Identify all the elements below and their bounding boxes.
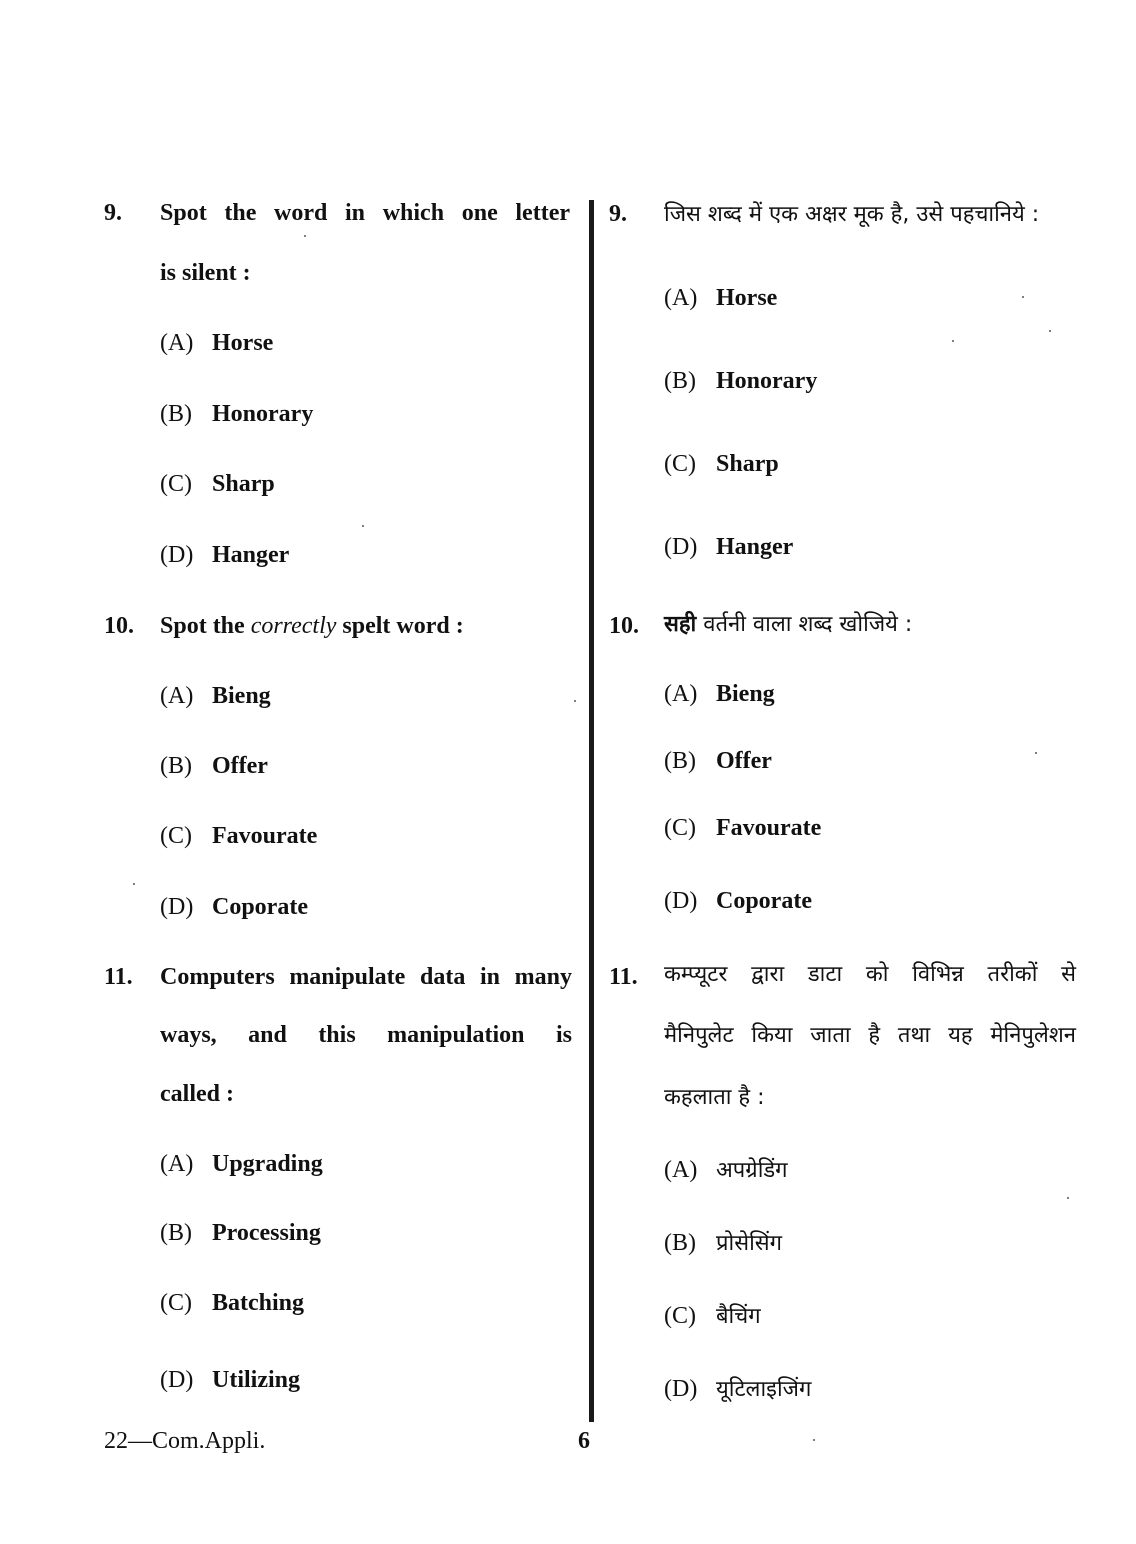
option-label: (C): [160, 823, 192, 849]
question-11-hi-text-line3: कहलाता है :: [664, 1085, 765, 1110]
column-divider: [589, 200, 594, 1422]
question-9-text-line1: Spot the word in which one letter: [160, 200, 570, 226]
q10-hi-option-a: [664, 679, 775, 709]
question-10-text: [160, 611, 464, 641]
question-11-text-line3: called :: [160, 1081, 234, 1107]
question-11-text-line2: ways, and this manipulation is: [160, 1022, 572, 1048]
q10-option-b: [160, 751, 268, 781]
q9-hi-option-b: [664, 366, 817, 396]
option-text: Hanger: [716, 534, 794, 560]
scan-speck: [1067, 1197, 1069, 1199]
question-11-hi-number: 11.: [609, 964, 638, 990]
option-label: (B): [160, 1220, 192, 1246]
q11-option-a: [160, 1149, 323, 1179]
question-10-hi-emphasis: सही: [664, 612, 697, 637]
option-label: (A): [160, 330, 194, 356]
question-9-text-line2: is silent :: [160, 260, 251, 286]
option-label: (B): [160, 753, 192, 779]
q11-option-d: [160, 1365, 300, 1395]
option-label: (C): [664, 815, 696, 841]
scan-speck: [813, 1439, 815, 1441]
option-text: Upgrading: [212, 1151, 323, 1177]
option-label: (C): [160, 471, 192, 497]
q9-option-c: [160, 469, 275, 499]
question-11-text-line1: Computers manipulate data in many: [160, 964, 572, 990]
option-label: (D): [664, 534, 698, 560]
option-label: (C): [664, 1303, 696, 1329]
question-11-hi-text-line2: मैनिपुलेट किया जाता है तथा यह मेनिपुलेशन: [664, 1023, 1076, 1048]
option-text: Offer: [716, 748, 772, 774]
option-label: (D): [664, 888, 698, 914]
q9-hi-option-c: [664, 449, 779, 479]
option-text: Horse: [212, 330, 274, 356]
question-10-text-emphasis: correctly: [250, 613, 337, 639]
option-text: यूटिलाइजिंग: [716, 1377, 812, 1402]
option-text: Utilizing: [212, 1367, 300, 1393]
option-text: Favourate: [212, 823, 318, 849]
option-text: अपग्रेडिंग: [716, 1158, 788, 1183]
option-text: Honorary: [212, 401, 314, 427]
q10-option-c: [160, 821, 317, 851]
q9-hi-option-a: [664, 283, 777, 313]
question-10-text-post: spelt word :: [336, 613, 464, 639]
q11-hi-option-a: [664, 1155, 788, 1186]
question-9-hi-text: जिस शब्द में एक अक्षर मूक है, उसे पहचानिये :: [664, 202, 1040, 227]
scan-speck: [574, 700, 576, 702]
option-text: बैचिंग: [716, 1304, 761, 1329]
scan-speck: [952, 340, 954, 342]
page-number: 6: [578, 1428, 590, 1454]
q9-option-b: [160, 399, 313, 429]
option-text: Coporate: [212, 894, 308, 920]
q10-hi-option-c: [664, 813, 821, 843]
scan-speck: [362, 525, 364, 527]
question-11-hi-text-line1: कम्प्यूटर द्वारा डाटा को विभिन्न तरीकों से: [664, 962, 1076, 987]
q10-option-d: [160, 892, 308, 922]
q9-hi-option-d: [664, 532, 793, 562]
option-text: Offer: [212, 753, 268, 779]
option-label: (A): [664, 681, 698, 707]
question-9-number: 9.: [104, 200, 122, 226]
question-10-hi-text-post: वर्तनी वाला शब्द खोजिये :: [696, 612, 913, 637]
q11-option-c: [160, 1288, 304, 1318]
q11-hi-option-b: [664, 1228, 782, 1259]
option-text: Sharp: [212, 471, 275, 497]
option-label: (B): [664, 1230, 696, 1256]
option-label: (D): [160, 1367, 194, 1393]
q10-option-a: [160, 681, 271, 711]
option-label: (B): [160, 401, 192, 427]
option-label: (C): [664, 451, 696, 477]
scan-speck: [1022, 296, 1024, 298]
q11-hi-option-d: [664, 1374, 811, 1405]
q11-hi-option-c: [664, 1301, 761, 1332]
question-9-hi-number: 9.: [609, 201, 627, 227]
option-label: (D): [160, 542, 194, 568]
option-label: (A): [664, 285, 698, 311]
question-11-number: 11.: [104, 964, 133, 990]
option-text: Processing: [212, 1220, 321, 1246]
scan-speck: [1049, 330, 1051, 332]
q9-option-a: [160, 328, 273, 358]
option-text: Horse: [716, 285, 778, 311]
option-label: (D): [664, 1376, 698, 1402]
option-label: (A): [160, 683, 194, 709]
option-text: Hanger: [212, 542, 290, 568]
question-10-number: 10.: [104, 613, 134, 639]
option-label: (C): [160, 1290, 192, 1316]
q11-option-b: [160, 1218, 321, 1248]
option-text: प्रोसेसिंग: [716, 1231, 783, 1256]
option-label: (B): [664, 748, 696, 774]
q9-option-d: [160, 540, 289, 570]
option-text: Favourate: [716, 815, 822, 841]
scan-speck: [133, 883, 135, 885]
paper-code: 22—Com.Appli.: [104, 1428, 266, 1454]
option-label: (B): [664, 368, 696, 394]
option-label: (A): [160, 1151, 194, 1177]
option-text: Bieng: [212, 683, 271, 709]
question-10-hi-text: [664, 610, 912, 640]
scan-speck: [1035, 752, 1037, 754]
question-10-text-pre: Spot the: [160, 613, 251, 639]
option-text: Sharp: [716, 451, 779, 477]
option-label: (D): [160, 894, 194, 920]
option-text: Honorary: [716, 368, 818, 394]
option-text: Batching: [212, 1290, 305, 1316]
scan-speck: [304, 235, 306, 237]
q10-hi-option-b: [664, 746, 772, 776]
q10-hi-option-d: [664, 886, 812, 916]
option-label: (A): [664, 1157, 698, 1183]
option-text: Bieng: [716, 681, 775, 707]
option-text: Coporate: [716, 888, 812, 914]
question-10-hi-number: 10.: [609, 613, 639, 639]
